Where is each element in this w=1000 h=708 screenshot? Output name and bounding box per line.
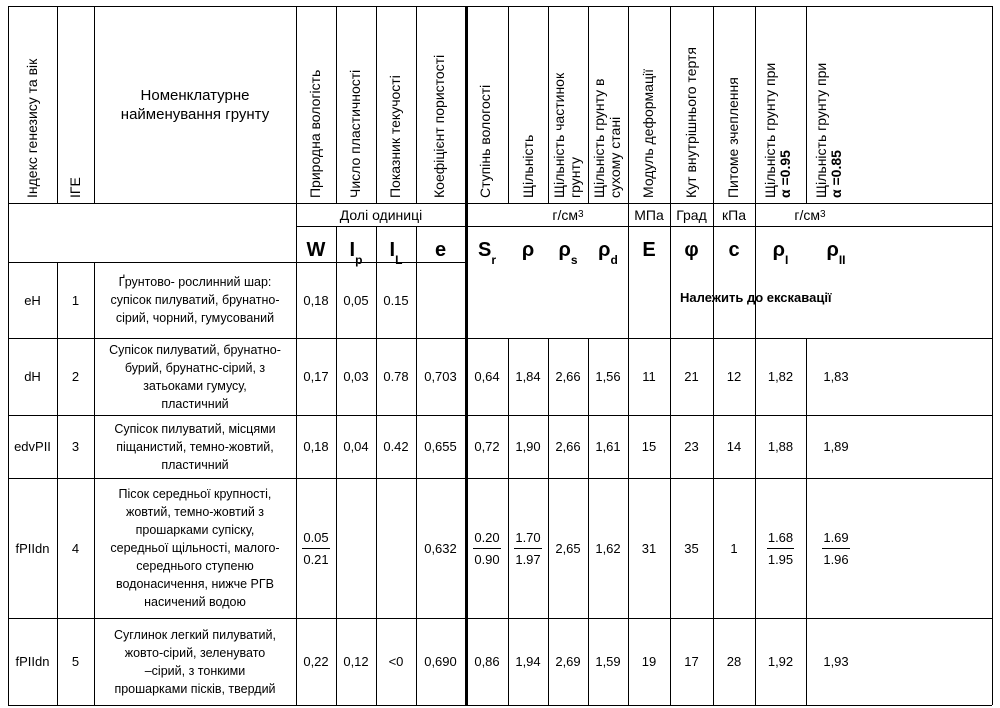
row5-rho: 1,94 (515, 654, 541, 669)
units-row-divider (296, 226, 992, 227)
row1-il: 0.15 (383, 292, 409, 308)
row2-rhod: 1,56 (595, 369, 621, 384)
symbol-e-modulus: E (642, 239, 656, 261)
row4-w (296, 478, 336, 618)
row1-ip: 0,05 (343, 292, 369, 308)
particle-density-header: Щільність частинок грунту (551, 72, 583, 198)
row4-rho-fraction (514, 527, 541, 570)
symbol-sr: S r (477, 239, 496, 267)
row4-emod: 31 (641, 540, 657, 556)
symbol-rho: ρ (521, 239, 535, 261)
symbol-il-base: I (389, 239, 396, 261)
porosity-header: Коефіцієнт пористості (431, 54, 447, 198)
row3-emod: 15 (641, 439, 657, 454)
moisture-header: Природна вологість (307, 69, 323, 198)
row3-rho: 1,90 (515, 439, 541, 454)
row5-ip: 0,12 (343, 654, 369, 669)
row4-w-den: 0.21 (303, 551, 329, 567)
symbol-sr-base: S (477, 239, 492, 261)
symbol-phi: φ (684, 239, 699, 261)
density-header: Щільність (520, 134, 536, 198)
row2-ip: 0,03 (343, 369, 369, 384)
row1-w: 0,18 (303, 292, 329, 308)
row4-rho-ii-fraction (822, 527, 849, 570)
nomenclature-header: Номенклатурне найменування грунту (120, 87, 270, 123)
row2-rho-ii: 1,83 (823, 369, 849, 384)
symbol-rho-ii: ρ II (826, 239, 846, 267)
unit-kpa: кПа (722, 207, 746, 223)
row4-rho (508, 478, 548, 618)
symbol-w: W (306, 239, 326, 261)
row4-e: 0,632 (424, 540, 457, 556)
row4-rhos: 2,65 (555, 540, 581, 556)
column-divider (57, 6, 58, 203)
unit-gcm3-compaction (755, 204, 865, 226)
row3-ige: 3 (71, 439, 80, 454)
symbol-rho-i: ρ I (772, 239, 789, 267)
row2-index: dH (24, 369, 41, 384)
deformation-header: Модуль деформації (640, 69, 656, 198)
row3-w: 0,18 (303, 439, 329, 454)
unit-gcm3-density (508, 204, 628, 226)
unit-fraction: Долі одиниці (339, 207, 423, 223)
friction-header: Кут внутрішнього тертя (683, 47, 699, 198)
row2-description: Супісок пилуватий, брунатно- бурий, брунатнс-сірий, з затьоками гумусу, пластичний (109, 342, 281, 411)
row4-phi: 35 (684, 540, 699, 556)
row2-emod: 11 (642, 369, 656, 384)
column-divider (628, 6, 629, 338)
row4-description: Пісок середньої крупності, жовтий, темно-жовтий з прошарками супіску, середньої щільності, малого- середнього ступеню водонасичення, нижче РГВ насичений водою (110, 487, 280, 609)
row2-rhos: 2,66 (555, 369, 581, 384)
symbol-rhos-base: ρ (558, 239, 571, 261)
row5-ige: 5 (71, 654, 80, 669)
row5-emod: 19 (641, 654, 657, 669)
row2-rho: 1,84 (515, 369, 541, 384)
row5-sr: 0,86 (474, 654, 500, 669)
row4-sr-num: 0.20 (473, 527, 500, 549)
density-085-header (814, 63, 844, 198)
index-genesis-header: Індекс генезису та вік (24, 58, 40, 198)
row5-rhod: 1,59 (595, 654, 621, 669)
column-divider (416, 6, 417, 203)
column-divider (94, 6, 95, 203)
column-divider (376, 6, 377, 203)
column-divider (508, 6, 509, 203)
dry-density-header: Щільність грунту в сухому стані (591, 78, 623, 198)
column-divider (336, 6, 337, 203)
row4-rho-ii (806, 478, 866, 618)
row1-excavation-note: Належить до екскавації (680, 290, 832, 305)
unit-gcm3-compaction-text: г/см (794, 207, 821, 223)
row4-w-num: 0.05 (302, 527, 329, 549)
symbol-rhos: ρ s (558, 239, 578, 267)
row4-sr-fraction (473, 527, 500, 570)
density-085-header-text: Щільність грунту при (813, 62, 829, 198)
symbol-e: e (434, 239, 447, 261)
row2-il: 0.78 (383, 369, 409, 384)
row3-sr: 0,72 (474, 439, 500, 454)
row3-index: edvPII (14, 439, 51, 454)
symbol-il: I L (389, 239, 403, 267)
table-border-top (8, 6, 992, 7)
row3-ip: 0,04 (343, 439, 369, 454)
row4-rho-i-fraction (767, 527, 794, 570)
row5-w: 0,22 (303, 654, 329, 669)
symbol-rho-i-base: ρ (772, 239, 786, 261)
unit-mpa: МПа (634, 207, 664, 223)
table-border-bottom (8, 705, 992, 706)
row3-rho-i: 1,88 (767, 439, 794, 454)
row5-e: 0,690 (424, 654, 457, 669)
row5-rho-ii: 1,93 (823, 654, 849, 669)
row4-rho-num: 1.70 (514, 527, 541, 549)
unit-gcm3-density-exp: 3 (578, 209, 584, 220)
row2-c: 12 (726, 369, 742, 384)
symbol-c: c (728, 239, 740, 261)
symbol-ip: I p (349, 239, 363, 267)
density-095-header (763, 63, 793, 198)
column-divider (713, 6, 714, 338)
row1-index: eH (24, 292, 41, 308)
density-085-alpha: α =0.85 (828, 150, 844, 198)
row4-sr-den: 0.90 (474, 551, 500, 567)
row3-description: Супісок пилуватий, місцями піщанистий, темно-жовтий, пластичний (114, 421, 276, 472)
row4-w-fraction (302, 527, 329, 570)
row5-phi: 17 (684, 654, 699, 669)
unit-gcm3-compaction-exp: 3 (820, 209, 826, 220)
symbol-rhod-base: ρ (598, 239, 611, 261)
table-border-right (992, 6, 993, 705)
row5-c: 28 (726, 654, 742, 669)
row4-rho-i-num: 1.68 (767, 527, 794, 549)
row1-description: Ґрунтово- рослинний шар: супісок пилуватий, брунатно- сірий, чорний, гумусований (110, 275, 280, 325)
row2-sr: 0,64 (474, 369, 500, 384)
column-divider (670, 6, 671, 338)
density-095-header-text: Щільність грунту при (762, 62, 778, 198)
column-divider (588, 6, 589, 203)
row2-phi: 21 (684, 369, 699, 384)
row2-rho-i: 1,82 (767, 369, 794, 384)
row4-rhod: 1,62 (595, 540, 621, 556)
row4-rho-den: 1.97 (515, 551, 541, 567)
row5-il: <0 (388, 654, 404, 669)
row4-rho-ii-den: 1.96 (823, 551, 849, 567)
symbol-rhod: ρ d (598, 239, 618, 267)
row4-c: 1 (730, 540, 738, 556)
column-divider (806, 6, 807, 203)
row3-e: 0,655 (424, 439, 457, 454)
row2-w: 0,17 (303, 369, 329, 384)
row4-rho-i (755, 478, 806, 618)
row5-rho-i: 1,92 (767, 654, 794, 669)
row3-phi: 23 (684, 439, 699, 454)
row4-ige: 4 (71, 540, 80, 556)
row4-sr (466, 478, 508, 618)
row4-rho-i-den: 1.95 (767, 551, 794, 567)
saturation-header: Ступінь вологості (477, 84, 493, 198)
row3-il: 0.42 (383, 439, 409, 454)
row3-rhos: 2,66 (555, 439, 581, 454)
row4-index: fPIIdn (15, 540, 50, 556)
row5-description: Суглинок легкий пилуватий, жовто-сірий, зеленувато –сірий, з тонкими прошарками пісків, твердий (114, 627, 276, 696)
ige-header: ІГЕ (67, 177, 83, 198)
symbol-rho-ii-base: ρ (826, 239, 839, 261)
row3-rhod: 1,61 (595, 439, 621, 454)
unit-grad: Град (676, 207, 707, 223)
cohesion-header: Питоме зчеплення (725, 77, 741, 198)
liquidity-header: Показник текучості (387, 75, 403, 198)
row4-rho-ii-num: 1.69 (822, 527, 849, 549)
row5-rhos: 2,69 (555, 654, 581, 669)
unit-gcm3-density-text: г/см (552, 207, 579, 223)
row2-ige: 2 (71, 369, 80, 384)
row5-index: fPIIdn (15, 654, 50, 669)
row3-c: 14 (726, 439, 742, 454)
column-divider (755, 6, 756, 338)
plasticity-header: Число пластичності (347, 69, 363, 198)
column-divider (548, 6, 549, 203)
row3-rho-ii: 1,89 (823, 439, 849, 454)
symbol-ip-base: I (349, 239, 356, 261)
density-095-alpha: α =0.95 (777, 150, 793, 198)
row2-e: 0,703 (424, 369, 457, 384)
row1-ige: 1 (71, 292, 80, 308)
